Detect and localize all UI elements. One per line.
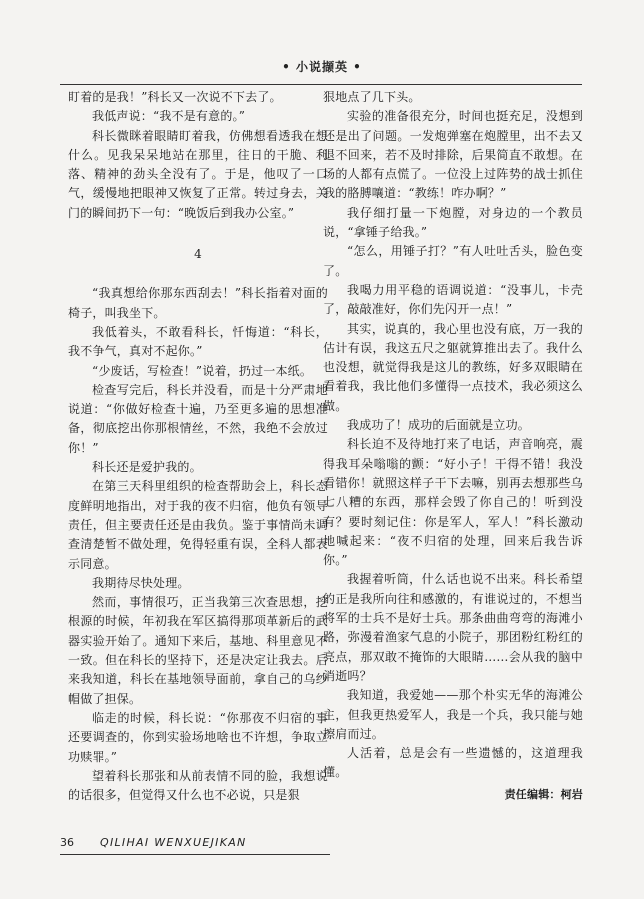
paragraph: “我真想给你那东西刮去！”科长指着对面的椅子，叫我坐下。 (68, 286, 328, 320)
footer-divider (60, 854, 330, 855)
magazine-name: QILIHAI WENXUEJIKAN (100, 836, 247, 849)
section-header: • 小说撷英 • (282, 60, 362, 74)
editor-credit: 责任编辑：柯岩 (504, 787, 583, 801)
paragraph: 盯着的是我！”科长又一次说不下去了。 (68, 90, 282, 104)
left-column (68, 88, 328, 805)
paragraph: 科长还是爱护我的。 (92, 460, 202, 475)
paragraph: 我握着听筒，什么话也说不出来。科长希望的正是我所向往和感激的，有谁说过的，不想当将军的士兵不是好士兵。那条曲曲弯弯的海滩小路，弥漫着渔家气息的小院子，那团粉红粉红的亮点，那双敢不掩饰的大眼睛……会从我的脑中消逝吗？ (323, 572, 583, 683)
paragraph: 我成功了！成功的后面就是立功。 (347, 418, 531, 433)
paragraph: 在第三天科里组织的检查帮助会上，科长态度鲜明地指出，对于我的夜不归宿，他负有领导责任，但主要责任还是由我负。鉴于事情尚未调查清楚暂不做处理，免得轻重有误，全科人都表示同意。 (68, 479, 328, 571)
paragraph: 然而，事情很巧，正当我第三次查思想，挖根源的时候，年初我在军区搞得那项革新后的武器实验开始了。通知下来后，基地、科里意见不一致。但在科长的坚持下，还是决定让我去。后来我知道，科长在基地领导面前，拿自己的乌纱帽做了担保。 (68, 595, 328, 706)
paragraph: 狠地点了几下头。 (323, 90, 421, 104)
paragraph: “怎么，用锤子打？”有人吐吐舌头，脸色变了。 (323, 244, 583, 278)
paragraph: 我知道，我爱她——那个朴实无华的海滩公主，但我更热爱军人，我是一个兵，我只能与她擦肩而过。 (323, 688, 583, 741)
paragraph: 实验的准备很充分，时间也挺充足，没想到还是出了问题。一发炮弹塞在炮膛里，出不去又退不回来，若不及时排除，后果简直不敢想。在场的人都有点慌了。一位没上过阵势的战士抓住我的胳膊嚷道：“教练！咋办啊？” (323, 109, 583, 201)
paragraph: 人活着，总是会有一些遗憾的，这道理我懂。 (323, 746, 583, 780)
paragraph: 检查写完后，科长并没看，而是十分严肃地说道：“你做好检查十遍，乃至更多遍的思想准备，彻底挖出你那根情丝，不然，我绝不会放过你！” (68, 382, 328, 455)
chapter-number: 4 (194, 247, 202, 262)
paragraph: 我仔细打量一下炮膛，对身边的一个教员说，“拿锤子给我。” (323, 205, 583, 240)
paragraph: 我期待尽快处理。 (92, 575, 190, 590)
paragraph: 科长迫不及待地打来了电话，声音响亮，震得我耳朵嗡嗡的颤：“好小子！干得不错！我没看错你！就照这样子干下去嘛，别再去想那些乌七八糟的东西，那样会毁了你自己的！听到没有？要时刻记住：你是军人，军人！”科长激动地喊起来：“夜不归宿的处理，回来后我告诉你。” (323, 437, 583, 568)
paragraph: 我喝力用平稳的语调说道：“没事儿，卡壳了，敲敲准好，你们先闪开一点！” (323, 282, 583, 317)
right-column (323, 88, 583, 804)
paragraph: 望着科长那张和从前表情不同的脸，我想说的话很多，但觉得又什么也不必说，只是狠 (68, 768, 328, 803)
page-number: 36 (60, 836, 74, 849)
paragraph: 临走的时候，科长说：“你那夜不归宿的事还要调查的，你到实验场地啥也不许想，争取立功赎罪。” (68, 710, 328, 764)
paragraph: 我低声说：“我不是有意的。” (92, 109, 246, 124)
paragraph: “少废话，写检查！”说着，扔过一本纸。 (92, 363, 313, 378)
paragraph: 我低着头，不敢看科长，忏悔道：“科长，我不争气，真对不起你。” (68, 324, 328, 359)
paragraph: 科长微眯着眼睛盯着我，仿佛想看透我在想什么。见我呆呆地站在那里，往日的干脆、利落、精神的劲头全没有了。于是，他叹了一口气，缓慢地把眼神又恢复了正常。转过身去，关门的瞬间扔下一句：“晚饭后到我办公室。” (68, 128, 328, 220)
paragraph: 其实，说真的，我心里也没有底，万一我的估计有误，我这五尺之躯就算推出去了。我什么也没想，就觉得我是这儿的教练，好多双眼睛在看着我，我比他们多懂得一点技术，我必须这么做。 (323, 321, 583, 413)
header-divider (60, 84, 582, 85)
page-footer (60, 836, 247, 849)
